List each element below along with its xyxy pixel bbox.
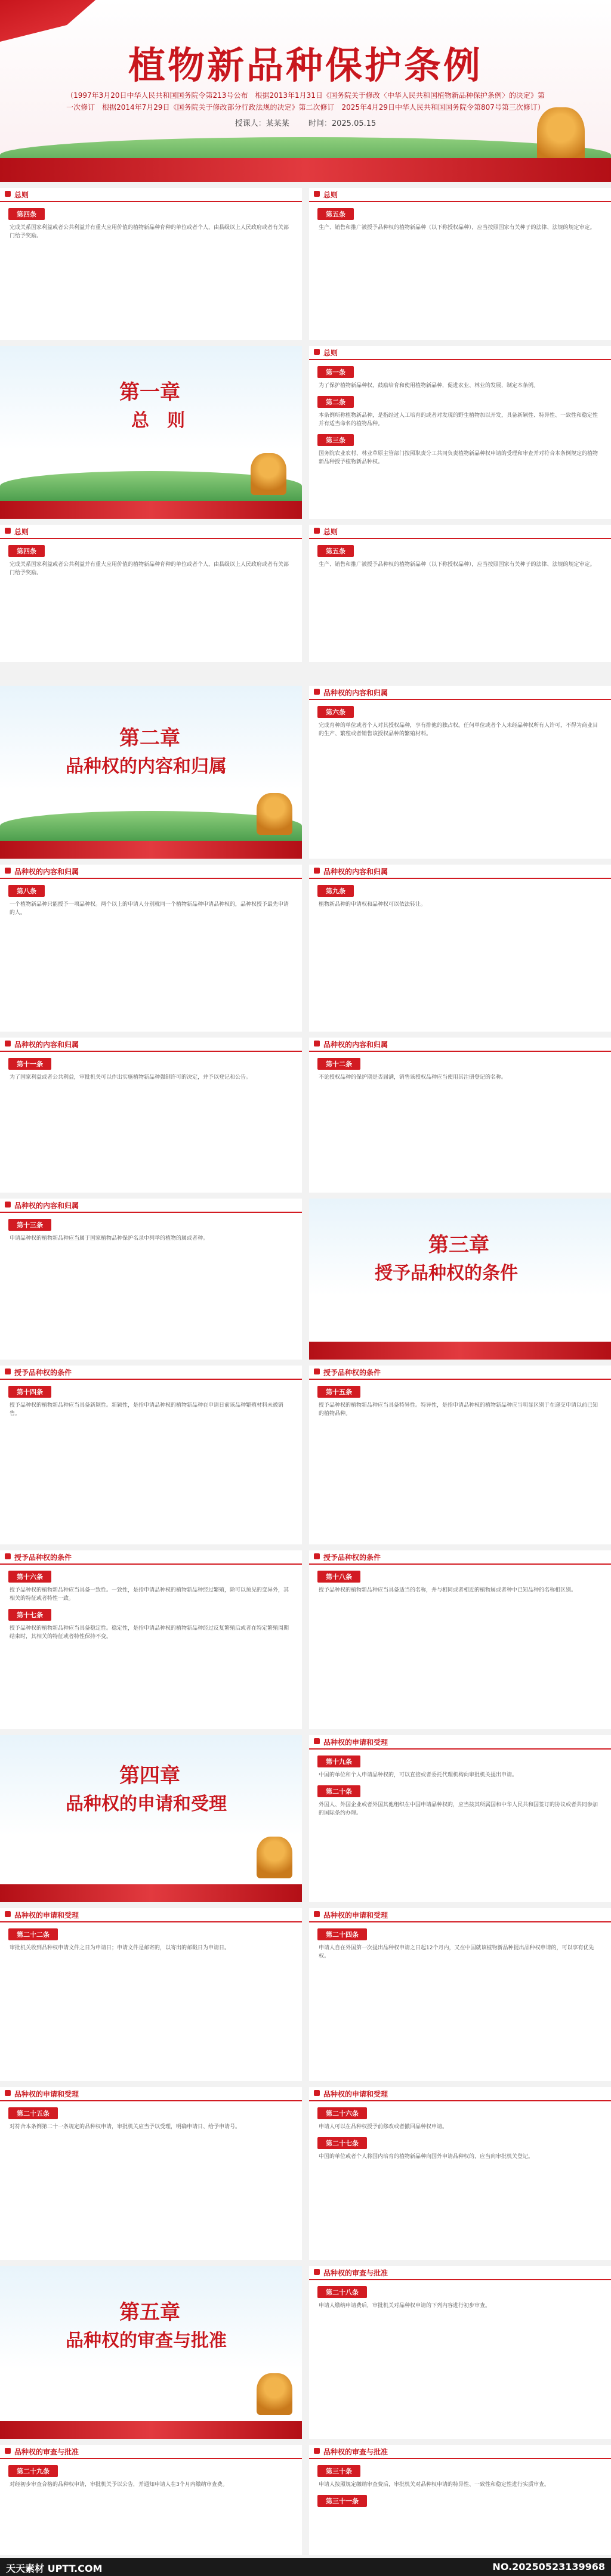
article-tag: 第二十五条 bbox=[8, 2107, 58, 2119]
review-slide-3 bbox=[309, 2445, 611, 2555]
article-text: 审批机关收到品种权申请文件之日为申请日；申请文件是邮寄的，以寄出的邮戳日为申请日。 bbox=[10, 1945, 230, 1951]
image-number: NO.20250523139968 bbox=[492, 2561, 605, 2572]
section-header: 授予品种权的条件 bbox=[0, 1550, 302, 1565]
condition-slide-3 bbox=[0, 1550, 302, 1729]
section-header: 品种权的申请和受理 bbox=[309, 1908, 611, 1922]
red-ribbon-decoration bbox=[0, 2421, 302, 2439]
condition-slide-4 bbox=[309, 1550, 611, 1729]
article-tag: 第十八条 bbox=[317, 1571, 360, 1583]
section-dot-icon bbox=[314, 2269, 320, 2275]
lion-statue-icon bbox=[251, 453, 286, 495]
section-dot-icon bbox=[314, 349, 320, 355]
article-text: 外国人、外国企业或者外国其他组织在中国申请品种权的，应当按其所属国和中华人民共和国签订的协议或者共同参加的国际条约办理。 bbox=[319, 1802, 598, 1816]
section-header: 授予品种权的条件 bbox=[0, 1366, 302, 1380]
article-tag: 第六条 bbox=[317, 706, 354, 718]
article-tag: 第二条 bbox=[317, 396, 354, 408]
article-text: 完成关系国家利益或者公共利益并有重大应用价值的植物新品种育种的单位或者个人，由县级以上人民政府或者有关部门给予奖励。 bbox=[10, 562, 289, 576]
article-tag: 第二十八条 bbox=[317, 2286, 367, 2298]
section-header: 品种权的内容和归属 bbox=[0, 1038, 302, 1052]
chapter-2-slide bbox=[0, 686, 302, 859]
site-watermark: 天天素材 UPTT.COM bbox=[6, 2563, 103, 2574]
article-tag: 第二十四条 bbox=[317, 1928, 367, 1940]
general-slide-4 bbox=[0, 188, 302, 340]
section-header: 品种权的申请和受理 bbox=[309, 1735, 611, 1750]
section-dot-icon bbox=[314, 689, 320, 695]
section-dot-icon bbox=[5, 2090, 11, 2096]
section-dot-icon bbox=[5, 2448, 11, 2454]
article-tag: 第五条 bbox=[317, 208, 354, 220]
article-tag: 第五条 bbox=[317, 545, 354, 557]
red-ribbon-decoration bbox=[0, 501, 302, 519]
article-tag: 第九条 bbox=[317, 885, 354, 897]
article-text: 生产、销售和推广被授予品种权的植物新品种（以下称授权品种），应当按照国家有关种子的法律、法规的规定审定。 bbox=[319, 562, 595, 568]
article-text: 授予品种权的植物新品种应当具备一致性。一致性，是指申请品种权的植物新品种经过繁殖，除可以预见的变异外，其相关的特征或者特性一致。 bbox=[10, 1587, 289, 1602]
section-header: 品种权的内容和归属 bbox=[0, 865, 302, 879]
section-dot-icon bbox=[314, 1553, 320, 1559]
apply-slide-3 bbox=[309, 1908, 611, 2081]
section-header: 品种权的审查与批准 bbox=[0, 2445, 302, 2459]
section-header: 授予品种权的条件 bbox=[309, 1366, 611, 1380]
chapter-3-slide bbox=[309, 1199, 611, 1360]
section-dot-icon bbox=[314, 1368, 320, 1374]
section-header: 品种权的申请和受理 bbox=[309, 2087, 611, 2101]
article-tag: 第十五条 bbox=[317, 1386, 360, 1398]
apply-slide bbox=[309, 1735, 611, 1902]
section-dot-icon bbox=[314, 1911, 320, 1917]
article-text: 授予品种权的植物新品种应当具备新颖性。新颖性，是指申请品种权的植物新品种在申请日前该品种繁殖材料未被销售。 bbox=[10, 1402, 284, 1417]
chapter-1-slide bbox=[0, 346, 302, 519]
general-slide-2 bbox=[0, 525, 302, 662]
section-dot-icon bbox=[314, 2090, 320, 2096]
review-slide-2 bbox=[0, 2445, 302, 2555]
chapter-number: 第一章 bbox=[119, 380, 180, 404]
chapter-4-slide bbox=[0, 1735, 302, 1902]
article-text: 植物新品种的申请权和品种权可以依法转让。 bbox=[319, 902, 427, 908]
article-tag: 第十一条 bbox=[8, 1058, 51, 1070]
red-ribbon-decoration bbox=[0, 841, 302, 859]
content-slide-5 bbox=[309, 1038, 611, 1193]
article-text: 不论授权品种的保护期是否届满，销售该授权品种应当使用其注册登记的名称。 bbox=[319, 1075, 507, 1080]
general-slide bbox=[309, 346, 611, 519]
chapter-number: 第二章 bbox=[119, 726, 180, 750]
article-tag: 第二十二条 bbox=[8, 1928, 58, 1940]
article-text: 授予品种权的植物新品种应当具备稳定性。稳定性，是指申请品种权的植物新品种经过反复繁殖后或者在特定繁殖周期结束时，其相关的特征或者特性保持不变。 bbox=[10, 1626, 289, 1640]
content-slide-3 bbox=[309, 865, 611, 1032]
article-tag: 第四条 bbox=[8, 545, 45, 557]
chapter-name: 品种权的申请和受理 bbox=[66, 1794, 227, 1815]
content-slide bbox=[309, 686, 611, 859]
watermark-bar bbox=[0, 2558, 611, 2576]
cover-slide bbox=[0, 0, 611, 182]
red-ribbon-decoration bbox=[0, 1884, 302, 1902]
section-header: 品种权的内容和归属 bbox=[0, 1199, 302, 1213]
section-dot-icon bbox=[5, 1202, 11, 1208]
chapter-name: 授予品种权的条件 bbox=[375, 1263, 518, 1284]
chapter-number: 第五章 bbox=[119, 2301, 180, 2324]
section-dot-icon bbox=[5, 1041, 11, 1046]
chapter-number: 第三章 bbox=[428, 1233, 489, 1257]
section-header: 品种权的审查与批准 bbox=[309, 2445, 611, 2459]
article-text: 中国的单位或者个人将国内培育的植物新品种向国外申请品种权的，应当向审批机关登记。 bbox=[319, 2154, 534, 2160]
section-dot-icon bbox=[5, 1553, 11, 1559]
section-header: 品种权的审查与批准 bbox=[309, 2266, 611, 2280]
article-tag: 第二十七条 bbox=[317, 2137, 367, 2149]
apply-slide-2 bbox=[0, 1908, 302, 2081]
section-header: 总则 bbox=[0, 188, 302, 202]
chapter-name: 品种权的审查与批准 bbox=[66, 2330, 227, 2351]
article-tag: 第二十条 bbox=[317, 1785, 360, 1797]
article-tag: 第十七条 bbox=[8, 1609, 51, 1621]
section-dot-icon bbox=[5, 1368, 11, 1374]
article-text: 对经初步审查合格的品种权申请，审批机关予以公告，并通知申请人在3个月内缴纳审查费。 bbox=[10, 2482, 228, 2488]
article-tag: 第十四条 bbox=[8, 1386, 51, 1398]
article-text: 对符合本条例第二十一条规定的品种权申请，审批机关应当予以受理，明确申请日、给予申请号。 bbox=[10, 2124, 241, 2130]
apply-slide-5 bbox=[309, 2087, 611, 2260]
apply-slide-4 bbox=[0, 2087, 302, 2260]
section-header: 品种权的内容和归属 bbox=[309, 686, 611, 700]
article-tag: 第一条 bbox=[317, 366, 354, 378]
content-slide-2 bbox=[0, 865, 302, 1032]
section-header: 总则 bbox=[309, 346, 611, 360]
section-dot-icon bbox=[314, 191, 320, 197]
review-slide bbox=[309, 2266, 611, 2439]
chapter-name: 品种权的内容和归属 bbox=[66, 756, 227, 777]
article-text: 一个植物新品种只能授予一项品种权。两个以上的申请人分别就同一个植物新品种申请品种权的，品种权授予最先申请的人。 bbox=[10, 902, 289, 916]
condition-slide-2 bbox=[309, 1366, 611, 1544]
section-dot-icon bbox=[314, 868, 320, 874]
general-slide-3 bbox=[309, 525, 611, 662]
article-text: 授予品种权的植物新品种应当具备特异性。特异性，是指申请品种权的植物新品种应当明显区别于在递交申请以前已知的植物品种。 bbox=[319, 1402, 598, 1417]
lion-statue-icon bbox=[257, 793, 292, 835]
article-text: 本条例所称植物新品种，是指经过人工培育的或者对发现的野生植物加以开发，具备新颖性、特异性、一致性和稳定性并有适当命名的植物品种。 bbox=[319, 413, 598, 427]
article-tag: 第三十条 bbox=[317, 2465, 360, 2477]
article-text: 授予品种权的植物新品种应当具备适当的名称，并与相同或者相近的植物属或者种中已知品种的名称相区别。 bbox=[319, 1587, 577, 1593]
article-tag: 第二十九条 bbox=[8, 2465, 58, 2477]
article-tag: 第十三条 bbox=[8, 1219, 51, 1231]
red-ribbon-decoration bbox=[309, 1342, 611, 1360]
article-text: 申请人可以在品种权授予前修改或者撤回品种权申请。 bbox=[319, 2124, 448, 2130]
article-text: 完成育种的单位或者个人对其授权品种，享有排他的独占权。任何单位或者个人未经品种权所有人许可，不得为商业目的生产、繁殖或者销售该授权品种的繁殖材料。 bbox=[319, 723, 598, 737]
section-dot-icon bbox=[5, 528, 11, 534]
condition-slide bbox=[0, 1366, 302, 1544]
cover-title: 植物新品种保护条例 bbox=[128, 44, 483, 87]
section-dot-icon bbox=[5, 191, 11, 197]
article-tag: 第十九条 bbox=[317, 1755, 360, 1767]
chapter-name: 总 则 bbox=[131, 410, 185, 431]
article-text: 申请人自在外国第一次提出品种权申请之日起12个月内，又在中国就该植物新品种提出品种权申请的，可以享有优先权。 bbox=[319, 1945, 594, 1959]
chapter-5-slide bbox=[0, 2266, 302, 2439]
article-tag: 第三十一条 bbox=[317, 2495, 367, 2507]
cover-subtitle: （1997年3月20日中华人民共和国国务院令第213号公布 根据2013年1月31日《国务院关于修改〈中华人民共和国植物新品种保护条例〉的决定》第一次修订 根据2014年7月29日《国务院关于修改部分行政法规的决定》第二次修订 2025年4月29日中华人民共和国国务院令第807号第三次修订） bbox=[66, 91, 545, 112]
section-dot-icon bbox=[5, 1911, 11, 1917]
red-ribbon-decoration bbox=[0, 158, 611, 182]
section-dot-icon bbox=[314, 2448, 320, 2454]
date-label: 时间：2025.05.15 bbox=[308, 119, 377, 128]
article-tag: 第二十六条 bbox=[317, 2107, 367, 2119]
article-text: 完成关系国家利益或者公共利益并有重大应用价值的植物新品种育种的单位或者个人，由县级以上人民政府或者有关部门给予奖励。 bbox=[10, 225, 289, 239]
chapter-number: 第四章 bbox=[119, 1764, 180, 1788]
section-header: 品种权的申请和受理 bbox=[0, 2087, 302, 2101]
section-header: 总则 bbox=[309, 188, 611, 202]
section-header: 总则 bbox=[309, 525, 611, 539]
article-text: 申请人按照规定缴纳审查费后，审批机关对品种权申请的特异性、一致性和稳定性进行实质审查。 bbox=[319, 2482, 550, 2488]
article-text: 为了保护植物新品种权，鼓励培育和使用植物新品种，促进农业、林业的发展，制定本条例。 bbox=[319, 383, 539, 389]
article-tag: 第十六条 bbox=[8, 1571, 51, 1583]
cover-meta bbox=[0, 117, 611, 128]
section-header: 总则 bbox=[0, 525, 302, 539]
article-text: 生产、销售和推广被授予品种权的植物新品种（以下称授权品种），应当按照国家有关种子的法律、法规的规定审定。 bbox=[319, 225, 595, 231]
content-slide-6 bbox=[0, 1199, 302, 1360]
general-slide-5 bbox=[309, 188, 611, 340]
section-header: 品种权的内容和归属 bbox=[309, 1038, 611, 1052]
article-tag: 第四条 bbox=[8, 208, 45, 220]
article-tag: 第八条 bbox=[8, 885, 45, 897]
section-dot-icon bbox=[314, 1738, 320, 1744]
section-header: 品种权的申请和受理 bbox=[0, 1908, 302, 1922]
presenter-label: 授课人：某某某 bbox=[234, 119, 289, 128]
content-slide-4 bbox=[0, 1038, 302, 1193]
article-tag: 第十二条 bbox=[317, 1058, 360, 1070]
article-text: 申请人缴纳申请费后，审批机关对品种权申请的下列内容进行初步审查。 bbox=[319, 2303, 491, 2309]
section-dot-icon bbox=[314, 1041, 320, 1046]
article-text: 申请品种权的植物新品种应当属于国家植物品种保护名录中列举的植物的属或者种。 bbox=[10, 1236, 209, 1241]
section-dot-icon bbox=[5, 868, 11, 874]
article-text: 国务院农业农村、林业草原主管部门按照职责分工共同负责植物新品种权申请的受理和审查并对符合本条例规定的植物新品种授予植物新品种权。 bbox=[319, 451, 598, 465]
section-header: 授予品种权的条件 bbox=[309, 1550, 611, 1565]
section-dot-icon bbox=[314, 528, 320, 534]
article-text: 中国的单位和个人申请品种权的，可以直接或者委托代理机构向审批机关提出申请。 bbox=[319, 1772, 518, 1778]
article-text: 为了国家利益或者公共利益，审批机关可以作出实施植物新品种强制许可的决定，并予以登记和公告。 bbox=[10, 1075, 252, 1080]
section-header: 品种权的内容和归属 bbox=[309, 865, 611, 879]
article-tag: 第三条 bbox=[317, 434, 354, 446]
lion-statue-icon bbox=[257, 1837, 292, 1878]
lion-statue-icon bbox=[257, 2373, 292, 2415]
